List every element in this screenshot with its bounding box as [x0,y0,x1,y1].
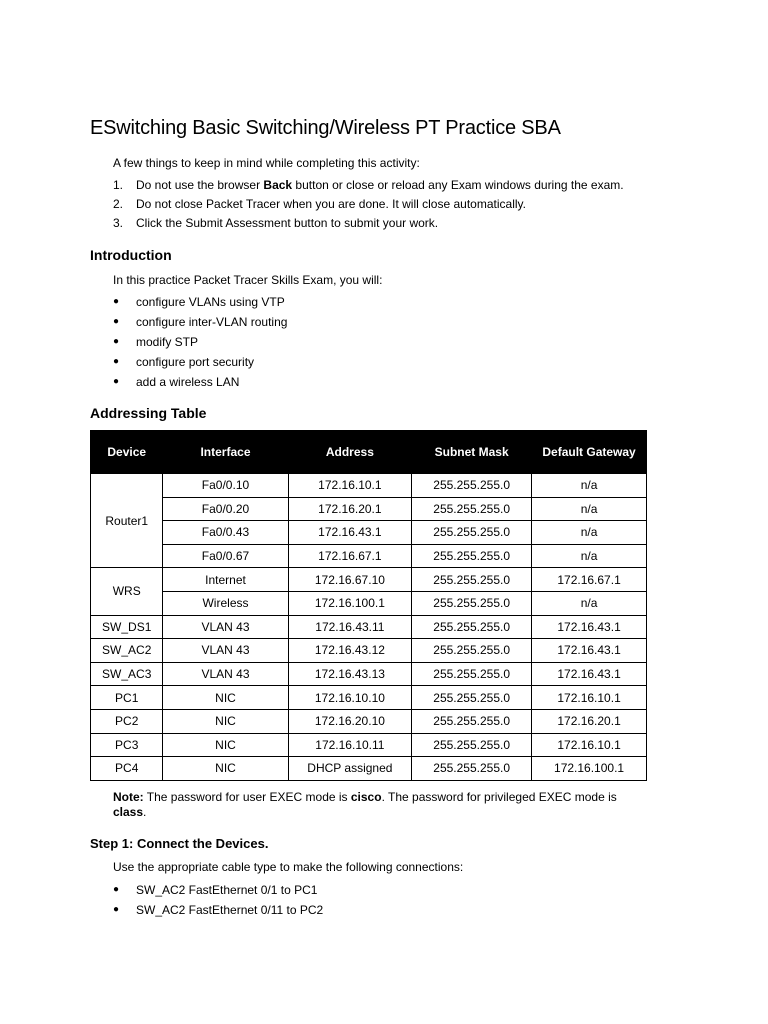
list-item: ● configure inter-VLAN routing [113,315,288,329]
introduction-lead: In this practice Packet Tracer Skills Exam, you will: [113,273,383,287]
bullet-icon: ● [113,376,120,387]
device-cell: PC3 [91,733,163,757]
page-title: ESwitching Basic Switching/Wireless PT Practice SBA [90,117,561,139]
list-item: 3. Click the Submit Assessment button to submit your work. [113,216,439,230]
addressing-table-heading: Addressing Table [90,405,207,421]
column-header: Address [288,431,412,474]
device-cell: SW_DS1 [91,615,163,639]
list-item: ● SW_AC2 FastEthernet 0/11 to PC2 [113,903,324,917]
list-item: ● SW_AC2 FastEthernet 0/1 to PC1 [113,883,318,897]
list-item: ● modify STP [113,335,199,349]
device-cell: SW_AC3 [91,662,163,686]
column-header: Device [91,431,163,474]
table-row: Fa0/0.20 172.16.20.1 255.255.255.0 n/a [91,497,647,521]
bullet-icon: ● [113,336,120,347]
device-cell: PC4 [91,757,163,781]
table-row: Router1 Fa0/0.10 172.16.10.1 255.255.255.0 n/a [91,474,647,498]
list-item: 2. Do not close Packet Tracer when you are done. It will close automatically. [113,197,526,211]
table-row: PC4 NIC DHCP assigned 255.255.255.0 172.16.100.1 [91,757,647,781]
bullet-icon: ● [113,316,120,327]
introduction-bullets [113,295,287,395]
step1-bullets [113,883,323,923]
table-row: Fa0/0.67 172.16.67.1 255.255.255.0 n/a [91,544,647,568]
bullet-icon: ● [113,884,120,895]
column-header: Interface [163,431,288,474]
device-cell: SW_AC2 [91,639,163,663]
bullet-icon: ● [113,296,120,307]
device-cell: PC2 [91,709,163,733]
column-header: Default Gateway [532,431,647,474]
bullet-icon: ● [113,356,120,367]
step1-heading: Step 1: Connect the Devices. [90,836,269,851]
device-cell: Router1 [91,474,163,568]
list-item: 1. Do not use the browser Back button or close or reload any Exam windows during the exam. [113,178,624,192]
table-row: SW_AC3 VLAN 43 172.16.43.13 255.255.255.0 172.16.43.1 [91,662,647,686]
column-header: Subnet Mask [412,431,532,474]
table-row: SW_DS1 VLAN 43 172.16.43.11 255.255.255.0 172.16.43.1 [91,615,647,639]
bullet-icon: ● [113,904,120,915]
table-row: WRS Internet 172.16.67.10 255.255.255.0 172.16.67.1 [91,568,647,592]
device-cell: WRS [91,568,163,615]
table-row: PC3 NIC 172.16.10.11 255.255.255.0 172.16.10.1 [91,733,647,757]
table-row: PC1 NIC 172.16.10.10 255.255.255.0 172.16.10.1 [91,686,647,710]
introduction-heading: Introduction [90,247,172,263]
table-row: Wireless 172.16.100.1 255.255.255.0 n/a [91,591,647,615]
intro-lead: A few things to keep in mind while completing this activity: [113,156,420,170]
step1-lead: Use the appropriate cable type to make the following connections: [113,860,464,874]
instructions-list [113,178,624,235]
device-cell: PC1 [91,686,163,710]
addressing-table [90,430,647,781]
table-row: SW_AC2 VLAN 43 172.16.43.12 255.255.255.0 172.16.43.1 [91,639,647,663]
list-item: ● add a wireless LAN [113,375,240,389]
table-row: PC2 NIC 172.16.20.10 255.255.255.0 172.16.20.1 [91,709,647,733]
password-note: Note: The password for user EXEC mode is cisco. The password for privileged EXEC mode is class. [113,790,617,819]
table-header-row [91,431,647,474]
list-item: ● configure VLANs using VTP [113,295,285,309]
list-item: ● configure port security [113,355,255,369]
table-row: Fa0/0.43 172.16.43.1 255.255.255.0 n/a [91,521,647,545]
